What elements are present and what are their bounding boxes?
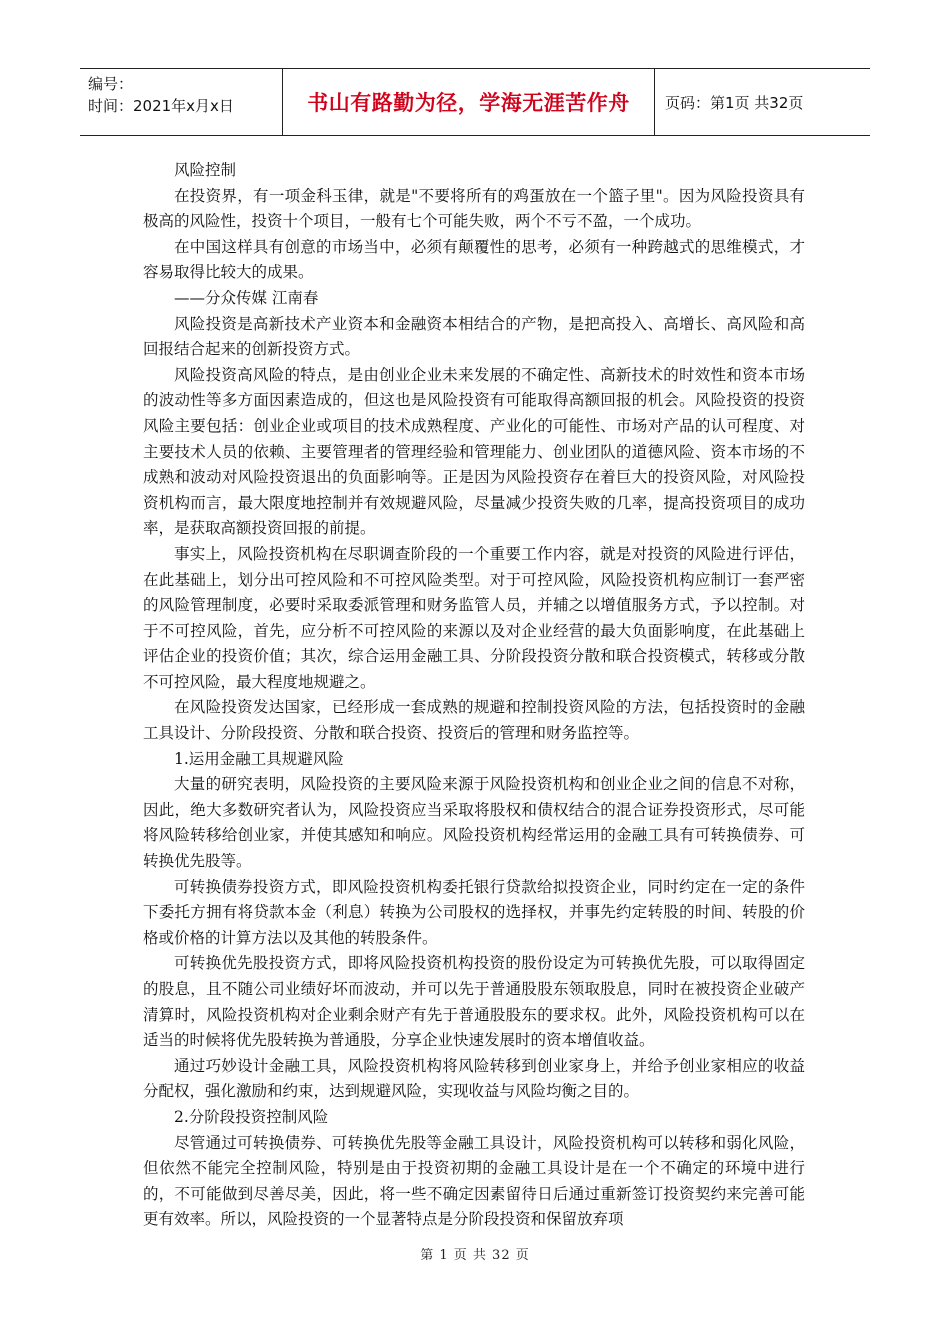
header-page-info: 页码：第1页 共32页 — [665, 93, 804, 112]
paragraph: 可转换债券投资方式，即风险投资机构委托银行贷款给拟投资企业，同时约定在一定的条件下委托方拥有将贷款本金（利息）转换为公司股权的选择权，并事先约定转股的时间、转股的价格或价格的计算方法以及其他的转股条件。 — [143, 877, 805, 947]
page-footer: 第 1 页 共 32 页 — [420, 1248, 530, 1263]
paragraph: 风险投资是高新技术产业资本和金融资本相结合的产物，是把高投入、高增长、高风险和高回报结合起来的创新投资方式。 — [143, 314, 805, 359]
paragraph: 在投资界，有一项金科玉律，就是"不要将所有的鸡蛋放在一个篮子里"。因为风险投资具有极高的风险性，投资十个项目，一般有七个可能失败，两个不亏不盈，一个成功。 — [143, 186, 805, 231]
document-body — [143, 158, 805, 1233]
page-header — [80, 68, 870, 136]
paragraph: 在中国这样具有创意的市场当中，必须有颠覆性的思考，必须有一种跨越式的思维模式，才容易取得比较大的成果。 — [143, 237, 805, 282]
paragraph: 尽管通过可转换债券、可转换优先股等金融工具设计，风险投资机构可以转移和弱化风险，但依然不能完全控制风险，特别是由于投资初期的金融工具设计是在一个不确定的环境中进行的，不可能做到尽善尽美，因此，将一些不确定因素留待日后通过重新签订投资契约来完善可能更有效率。所以，风险投资的一个显著特点是分阶段投资和保留放弃项 — [143, 1133, 805, 1229]
paragraph: 可转换优先股投资方式，即将风险投资机构投资的股份设定为可转换优先股，可以取得固定的股息，且不随公司业绩好坏而波动，并可以先于普通股股东领取股息，同时在被投资企业破产清算时，风险投资机构对企业剩余财产有先于普通股股东的要求权。此外，风险投资机构可以在适当的时候将优先股转换为普通股，分享企业快速发展时的资本增值收益。 — [143, 954, 805, 1050]
paragraph: 通过巧妙设计金融工具，风险投资机构将风险转移到创业家身上，并给予创业家相应的收益分配权，强化激励和约束，达到规避风险，实现收益与风险均衡之目的。 — [143, 1056, 805, 1101]
paragraph: 风险投资高风险的特点，是由创业企业未来发展的不确定性、高新技术的时效性和资本市场的波动性等多方面因素造成的，但这也是风险投资有可能取得高额回报的机会。风险投资的投资风险主要包括：创业企业或项目的技术成熟程度、产业化的可能性、市场对产品的认可程度、对主要技术人员的依赖、主要管理者的管理经验和管理能力、创业团队的道德风险、资本市场的不成熟和波动对风险投资退出的负面影响等。正是因为风险投资存在着巨大的投资风险，对风险投资机构而言，最大限度地控制并有效规避风险，尽量减少投资失败的几率，提高投资项目的成功率，是获取高额投资回报的前提。 — [143, 365, 805, 538]
header-meta — [80, 69, 283, 135]
section-heading: 1.运用金融工具规避风险 — [174, 749, 344, 768]
section-heading: 2.分阶段投资控制风险 — [174, 1107, 329, 1126]
paragraph: 事实上，风险投资机构在尽职调查阶段的一个重要工作内容，就是对投资的风险进行评估，在此基础上，划分出可控风险和不可控风险类型。对于可控风险，风险投资机构应制订一套严密的风险管理制度，必要时采取委派管理和财务监管人员，并辅之以增值服务方式，予以控制。对于不可控风险，首先，应分析不可控风险的来源以及对企业经营的最大负面影响度，在此基础上评估企业的投资价值；其次，综合运用金融工具、分阶段投资分散和联合投资模式，转移或分散不可控风险，最大程度地规避之。 — [143, 544, 805, 691]
header-motto: 书山有路勤为径，学海无涯苦作舟 — [283, 69, 655, 135]
serial-label: 编号： — [88, 75, 134, 93]
paragraph: ——分众传媒 江南春 — [174, 288, 319, 307]
date-label: 时间：2021年x月x日 — [88, 97, 234, 115]
paragraph: 大量的研究表明，风险投资的主要风险来源于风险投资机构和创业企业之间的信息不对称，因此，绝大多数研究者认为，风险投资应当采取将股权和债权结合的混合证券投资形式，尽可能将风险转移给创业家，并使其感知和响应。风险投资机构经常运用的金融工具有可转换债券、可转换优先股等。 — [143, 775, 805, 871]
paragraph: 在风险投资发达国家，已经形成一套成熟的规避和控制投资风险的方法，包括投资时的金融工具设计、分阶段投资、分散和联合投资、投资后的管理和财务监控等。 — [143, 698, 805, 743]
paragraph: 风险控制 — [174, 161, 237, 179]
